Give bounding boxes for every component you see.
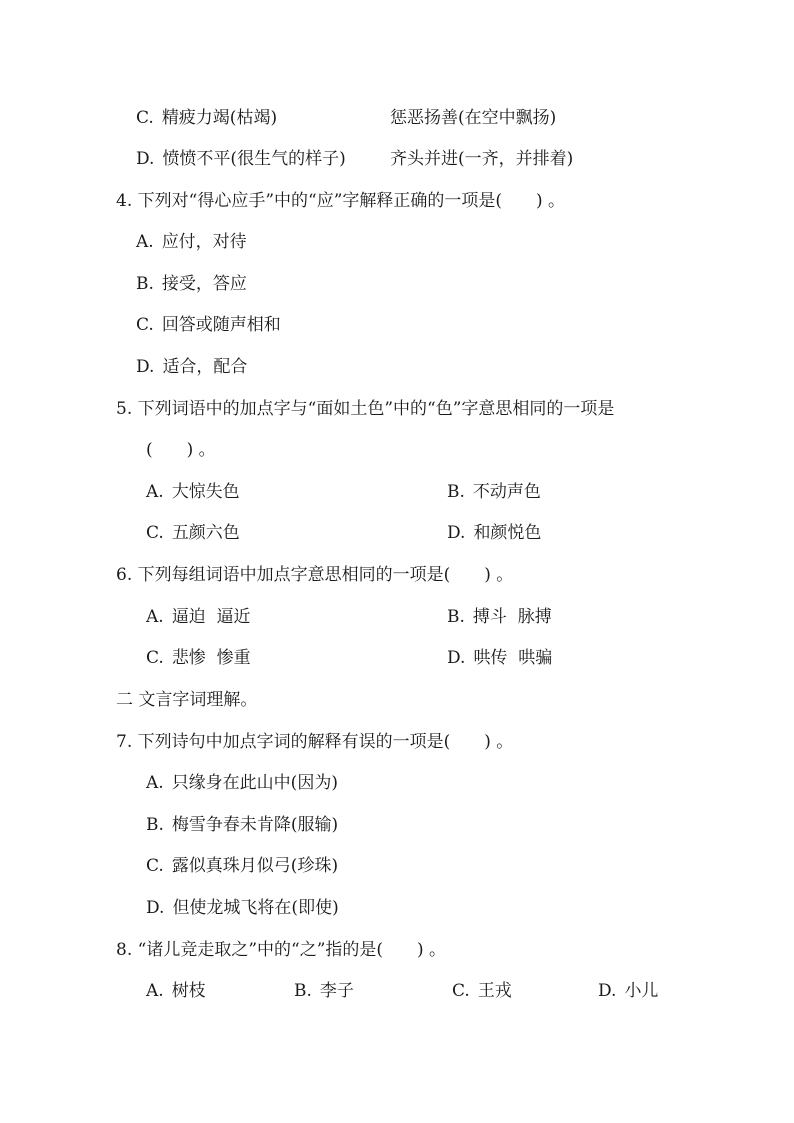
q8-option-b (294, 979, 354, 1003)
q8-option-d (598, 979, 658, 1003)
q6-option-b (447, 605, 552, 629)
option-text: 回答或随声相和 (161, 315, 281, 335)
q6-option-d (447, 646, 552, 670)
option-label: A. (146, 482, 164, 502)
option-text: 大惊失色 (171, 482, 240, 502)
q4-option-b (136, 272, 247, 296)
option-text: 不动声色 (472, 482, 541, 502)
q3-option-c-left (136, 106, 277, 130)
q7-option-a (146, 771, 338, 795)
q8-stem: 8. “诸儿竞走取之”中的“之”指的是( ) 。 (116, 940, 447, 960)
option-label: C. (136, 315, 154, 335)
option-text: 愤愤不平(很生气的样子) (162, 149, 346, 169)
option-text: 李子 (319, 981, 354, 1001)
option-text: 应付，对待 (161, 232, 247, 252)
option-text: 王戎 (477, 981, 512, 1001)
option-label: D. (146, 898, 165, 918)
q3-option-d-left (136, 147, 346, 171)
option-label: B. (447, 482, 465, 502)
option-label: B. (294, 981, 312, 1001)
q5-stem: 5. 下列词语中的加点字与“面如土色”中的“色”字意思相同的一项是 (116, 399, 615, 419)
q7-stem: 7. 下列诗句中加点字词的解释有误的一项是( ) 。 (116, 732, 514, 752)
q8-option-a (146, 979, 206, 1003)
q4-option-c (136, 313, 281, 337)
option-label: C. (146, 856, 164, 876)
option-label: C. (146, 648, 164, 668)
option-label: D. (136, 357, 155, 377)
option-text: 树枝 (171, 981, 206, 1001)
q6-stem: 6. 下列每组词语中加点字意思相同的一项是( ) 。 (116, 565, 514, 585)
q8-option-c (452, 979, 512, 1003)
option-text: 接受，答应 (161, 274, 247, 294)
option-label: A. (146, 607, 164, 627)
option-text: 逼迫 逼近 (171, 607, 251, 627)
option-text: 但使龙城飞将在(即使) (172, 898, 339, 918)
option-text: 和颜悦色 (473, 523, 542, 543)
option-label: A. (146, 773, 164, 793)
option-text: 适合，配合 (162, 357, 248, 377)
option-text: 梅雪争春未肯降(服输) (171, 815, 339, 835)
option-text: 露似真珠月似弓(珍珠) (171, 856, 339, 876)
q7-option-b (146, 813, 338, 837)
option-label: A. (146, 981, 164, 1001)
option-text: 只缘身在此山中(因为) (171, 773, 338, 793)
q4-option-d (136, 355, 247, 379)
option-label: B. (136, 274, 154, 294)
q6-option-a (146, 605, 251, 629)
option-label: D. (447, 523, 466, 543)
section-heading: 二 文言字词理解。 (116, 690, 258, 710)
q7-option-d (146, 896, 339, 920)
q4-stem: 4. 下列对“得心应手”中的“应”字解释正确的一项是( ) 。 (116, 191, 566, 211)
option-label: B. (146, 815, 164, 835)
q5-option-d (447, 521, 541, 545)
q4-option-a (136, 230, 247, 254)
option-label: C. (146, 523, 164, 543)
q6-option-c (146, 646, 251, 670)
option-label: C. (452, 981, 470, 1001)
option-text: 小儿 (624, 981, 659, 1001)
option-label: D. (598, 981, 617, 1001)
option-label: A. (136, 232, 154, 252)
q3-option-d-right: 齐头并进(一齐，并排着) (390, 149, 574, 169)
option-label: B. (447, 607, 465, 627)
q5-option-c (146, 521, 240, 545)
q5-stem-continued: ( ) 。 (146, 440, 216, 460)
option-label: C. (136, 108, 154, 128)
q7-option-c (146, 854, 338, 878)
option-text: 搏斗 脉搏 (472, 607, 552, 627)
option-label: D. (447, 648, 466, 668)
option-text: 悲惨 惨重 (171, 648, 251, 668)
q5-option-b (447, 480, 541, 504)
option-text: 哄传 哄骗 (473, 648, 553, 668)
option-text: 精疲力竭(枯竭) (161, 108, 278, 128)
option-label: D. (136, 149, 155, 169)
option-text: 五颜六色 (171, 523, 240, 543)
q5-option-a (146, 480, 240, 504)
q3-option-c-right: 惩恶扬善(在空中飘扬) (390, 108, 557, 128)
